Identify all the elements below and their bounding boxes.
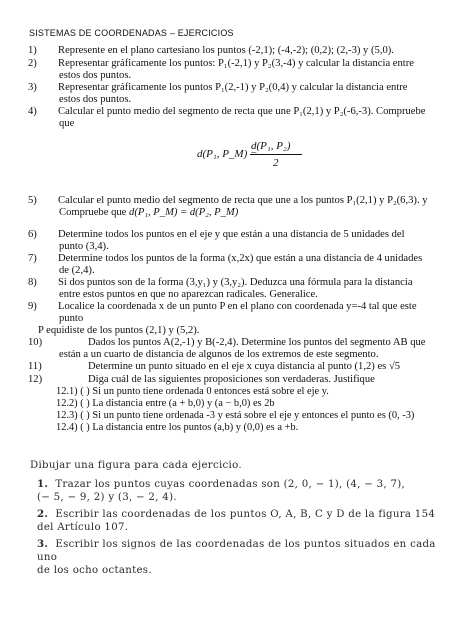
exercise-text-cont: estos dos puntos. <box>59 70 132 82</box>
subitem-12-4: 12.4) ( ) La distancia entre los puntos (a,b) y (0,0) es a +b. <box>56 422 299 433</box>
exercise-number: 10) <box>28 337 43 348</box>
scanned-exercise-3 <box>37 538 447 577</box>
exercise-text: Determine todos los puntos de la forma (x,2x) que están a una distancia de 4 unidades <box>58 253 423 264</box>
subitem-12-1: 12.1) ( ) Si un punto tiene ordenada 0 entonces está sobre el eje y. <box>56 386 329 397</box>
subitem-12-2: 12.2) ( ) La distancia entre (a + b,0) y (a − b,0) es 2b <box>56 398 275 409</box>
scanned-number: 2. <box>37 508 49 520</box>
exercise-text: Diga cuál de las siguientes proposiciones son verdaderas. Justifique <box>88 374 375 385</box>
exercise-text-cont: punto <box>59 313 84 325</box>
formula-denominator: 2 <box>273 157 279 169</box>
exercise-text-cont: están a un cuarto de distancia de algunos de los extremos de este segmento. <box>59 349 379 361</box>
exercise-text: Determine un punto situado en el eje x cuya distancia al punto (1,2) es √5 <box>88 361 401 372</box>
exercise-9 <box>28 301 446 325</box>
exercise-number: 2) <box>28 58 37 69</box>
exercise-8 <box>28 277 446 301</box>
exercise-10 <box>28 337 446 361</box>
formula-equal-distance: d(P₁, P_M) = d(P₂, P_M) <box>129 207 239 219</box>
exercise-9-continuation <box>38 325 456 337</box>
formula-lhs: d(P₁, P_M) = <box>197 148 258 160</box>
exercise-7 <box>28 253 446 277</box>
scanned-text: Trazar los puntos cuyas coordenadas son (2, 0, − 1), (4, − 3, 7), <box>55 479 406 490</box>
exercise-text: Dados los puntos A(2,-1) y B(-2,4). Determine los puntos del segmento AB que <box>88 337 426 348</box>
exercise-number: 4) <box>28 106 37 117</box>
exercise-number: 6) <box>28 229 37 240</box>
exercise-4 <box>28 106 446 130</box>
exercise-number: 9) <box>28 301 37 312</box>
scanned-text: Escribir los signos de las coordenadas de los puntos situados en cada uno <box>37 539 436 563</box>
page-header: SISTEMAS DE COORDENADAS – EJERCICIOS <box>29 28 234 38</box>
scanned-exercise-2 <box>37 508 447 534</box>
exercise-number: 5) <box>28 195 37 206</box>
scanned-text-cont: (− 5, − 9, 2) y (3, − 2, 4). <box>37 492 177 503</box>
exercise-text: Calcular el punto medio del segmento de recta que une a los puntos P₁(2,1) y P₂(6,3). y <box>58 195 428 206</box>
fraction-bar <box>250 154 302 155</box>
exercise-2 <box>28 58 446 82</box>
exercise-text: P equidiste de los puntos (2,1) y (5,2). <box>38 325 200 336</box>
exercise-text: Calcular el punto medio del segmento de recta que une P₁(2,1) y P₂(-6,-3). Compruebe <box>58 106 426 117</box>
formula-numerator: d(P₁, P₂) <box>251 140 291 152</box>
scanned-title: Dibujar una figura para cada ejercicio. <box>30 460 242 471</box>
scanned-number: 3. <box>37 538 49 550</box>
subitem-12-3: 12.3) ( ) Si un punto tiene ordenada -3 y está sobre el eje y entonces el punto es (0, -3) <box>56 410 415 421</box>
exercise-number: 3) <box>28 82 37 93</box>
exercise-number: 1) <box>28 45 37 56</box>
exercise-text: Representar gráficamente los puntos: P₁(-2,1) y P₂(3,-4) y calcular la distancia entre <box>58 58 414 69</box>
exercise-11 <box>28 361 446 373</box>
exercise-text-cont: que <box>59 118 75 130</box>
exercise-text: Si dos puntos son de la forma (3,y₁) y (3,y₂). Deduzca una fórmula para la distancia <box>58 277 413 288</box>
scanned-exercise-1 <box>37 478 447 504</box>
exercise-number: 8) <box>28 277 37 288</box>
exercise-text: Determine todos los puntos en el eje y que están a una distancia de 5 unidades del <box>58 229 405 240</box>
exercise-number: 11) <box>28 361 42 372</box>
exercise-text-cont-label: Compruebe que <box>59 207 127 219</box>
exercise-12 <box>28 374 446 386</box>
exercise-5 <box>28 195 446 219</box>
exercise-text-cont: estos dos puntos. <box>59 94 132 106</box>
exercise-number: 7) <box>28 253 37 264</box>
exercise-text: Represente en el plano cartesiano los puntos (-2,1); (-4,-2); (0,2); (2,-3) y (5,0). <box>58 45 394 56</box>
exercise-text: Localice la coordenada x de un punto P en el plano con coordenada y=-4 tal que este <box>58 301 417 312</box>
exercise-3 <box>28 82 446 106</box>
exercise-number: 12) <box>28 374 43 385</box>
scanned-text-cont: del Artículo 107. <box>37 522 129 533</box>
scanned-number: 1. <box>37 478 49 490</box>
scanned-text: Escribir las coordenadas de los puntos O, A, B, C y D de la figura 154 <box>55 509 436 520</box>
exercise-text-cont: entre estos puntos en que no aparezcan radicales. Generalice. <box>59 289 318 301</box>
scanned-text-cont: de los ocho octantes. <box>37 565 152 576</box>
exercise-text-cont <box>28 207 446 219</box>
exercise-text-cont: punto (3,4). <box>59 241 109 253</box>
exercise-6 <box>28 229 446 253</box>
exercise-text-cont: de (2,4). <box>59 265 95 277</box>
exercise-text: Representar gráficamente los puntos P₁(2,-1) y P₂(0,4) y calcular la distancia entre <box>58 82 408 93</box>
exercise-1 <box>28 45 446 57</box>
